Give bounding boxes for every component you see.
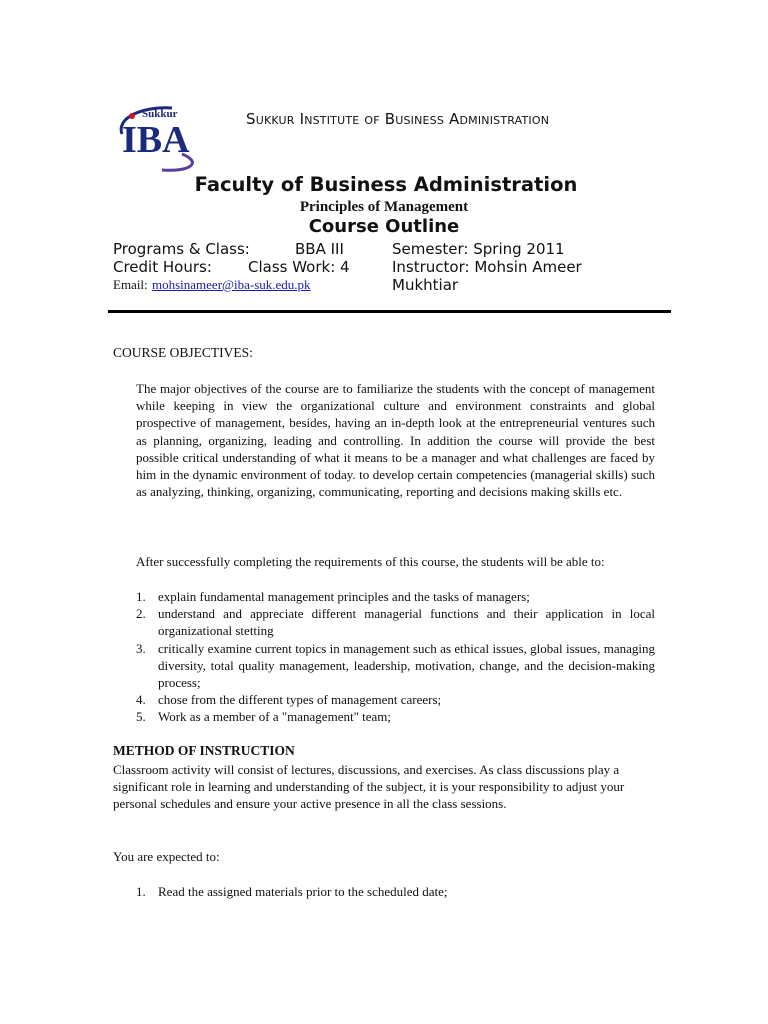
programs-label: Programs & Class: <box>113 240 250 258</box>
sukkur-iba-logo <box>112 104 208 174</box>
objectives-after-text: After successfully completing the requirements of this course, the students will be able to: <box>136 554 605 569</box>
logo-text-top: Sukkur <box>142 108 178 120</box>
programs-value: BBA III <box>295 240 344 258</box>
logo-text-main: IBA <box>122 119 190 161</box>
email-label: Email: <box>113 277 148 292</box>
list-item: 3. critically examine current topics in management such as ethical issues, global issues, managing diversity, total quality management, leadership, motivation, change, and the decision-making process; <box>136 640 655 691</box>
list-item: 5. Work as a member of a "management" team; <box>136 709 392 725</box>
objectives-paragraph: The major objectives of the course are to familiarize the students with the concept of management while keeping in view the organizational culture and environment constraints and global prospective of management, besides, having an in-depth look at the entrepreneurial ventures such as planning, organizing, leading and controlling. In addition the course will provide the best possible critical understanding of what it means to be a manager and what challenges are faced by him in the dynamic environment of today. to develop certain competencies (managerial skills) such as analyzing, thinking, organizing, communicating, reporting and decisions making skills etc. <box>136 381 655 500</box>
list-item: 1. explain fundamental management principles and the tasks of managers; <box>136 589 530 604</box>
objectives-list <box>136 588 655 726</box>
method-heading: METHOD OF INSTRUCTION <box>113 743 295 758</box>
email-link[interactable]: mohsinameer@iba-suk.edu.pk <box>152 277 311 292</box>
faculty-title: Faculty of Business Administration <box>194 173 578 196</box>
method-list <box>136 883 655 900</box>
list-item: 4. chose from the different types of management careers; <box>136 692 442 708</box>
method-paragraph: Classroom activity will consist of lectures, discussions, and exercises. As class discussions play a significant role in learning and understanding of the subject, it is your responsibility to adjust your personal schedules and ensure your active presence in all the class sessions. <box>113 762 625 812</box>
instructor-continued: Mukhtiar <box>392 276 459 294</box>
outline-title: Course Outline <box>308 216 460 237</box>
instructor: Instructor: Mohsin Ameer <box>392 258 582 276</box>
expected-text: You are expected to: <box>113 849 220 864</box>
objectives-heading: COURSE OBJECTIVES: <box>113 345 253 360</box>
credit-hours-label: Credit Hours: <box>113 258 212 276</box>
list-item: 2. understand and appreciate different managerial functions and their application in local organizational stetting <box>136 606 655 639</box>
institute-name: Sukkur Institute of Business Administration <box>246 110 550 128</box>
list-item: 1. Read the assigned materials prior to the scheduled date; <box>136 884 448 899</box>
course-name: Principles of Management <box>299 199 469 215</box>
semester: Semester: Spring 2011 <box>392 240 565 258</box>
divider <box>108 310 671 313</box>
class-work-value: Class Work: 4 <box>248 258 350 276</box>
